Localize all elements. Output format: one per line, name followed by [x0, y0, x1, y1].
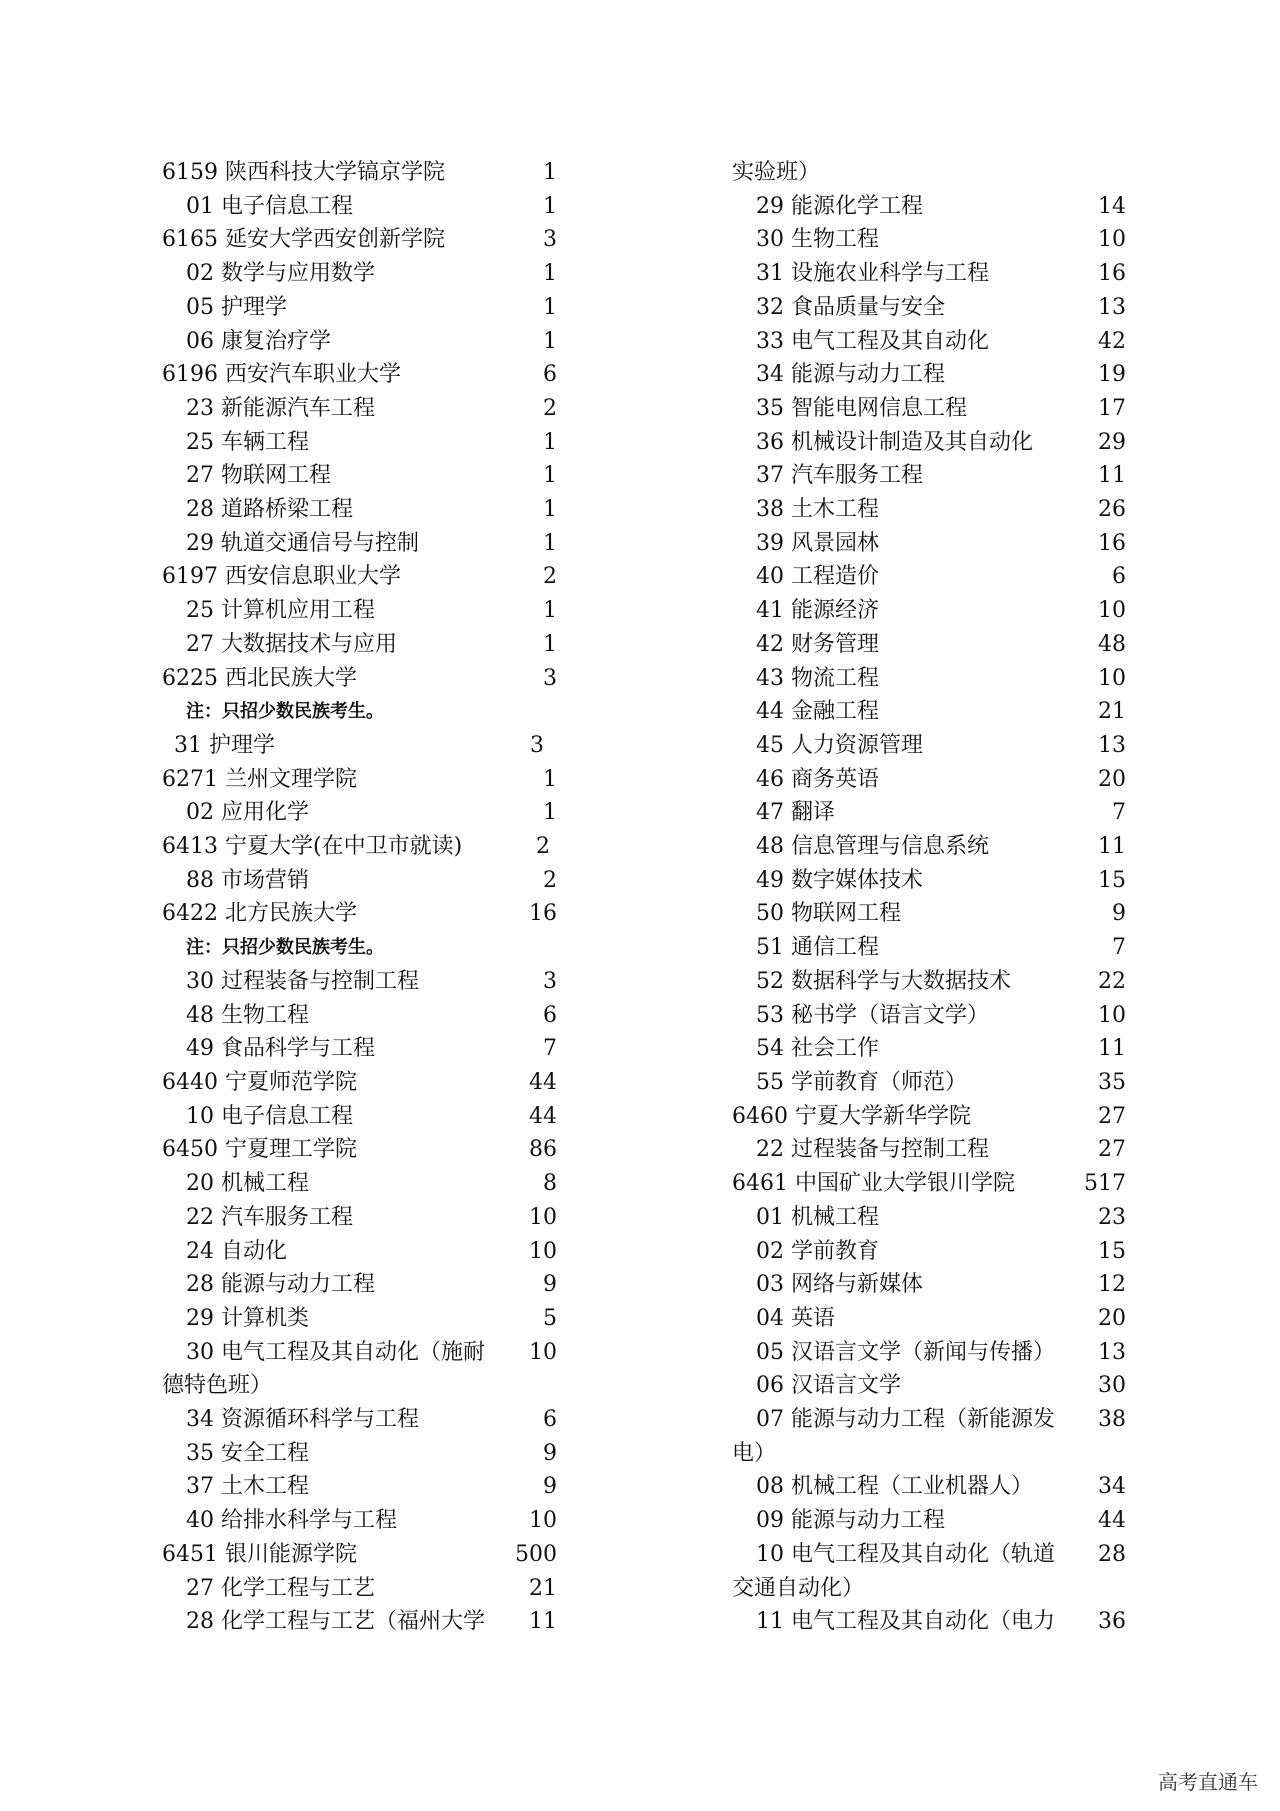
- major-row: [162, 864, 557, 898]
- item-name: 6460 宁夏大学新华学院: [732, 1103, 971, 1129]
- major-row: [162, 392, 557, 426]
- item-count: 1: [543, 631, 557, 657]
- item-count: 11: [1098, 1036, 1126, 1062]
- major-row: [732, 358, 1126, 392]
- item-name: 52 数据科学与大数据技术: [756, 968, 1011, 994]
- item-count: 30: [1098, 1373, 1126, 1399]
- item-name: 22 汽车服务工程: [186, 1204, 353, 1230]
- item-name-continued: 德特色班）: [162, 1373, 273, 1399]
- major-row: [732, 1538, 1126, 1572]
- item-count: 35: [1098, 1069, 1126, 1095]
- item-count: 6: [543, 1002, 557, 1028]
- item-name: 35 安全工程: [186, 1440, 309, 1466]
- item-name: 11 电气工程及其自动化（电力: [756, 1609, 1055, 1635]
- item-name: 03 网络与新媒体: [756, 1272, 923, 1298]
- item-count: 6: [543, 362, 557, 388]
- item-name: 09 能源与动力工程: [756, 1508, 945, 1534]
- school-row: [162, 662, 557, 696]
- item-count: 10: [529, 1339, 557, 1365]
- item-name: 注：只招少数民族考生。: [186, 937, 384, 959]
- item-name: 07 能源与动力工程（新能源发: [756, 1407, 1055, 1433]
- major-row: [732, 1235, 1126, 1269]
- item-name-continued: 交通自动化）: [732, 1575, 865, 1601]
- item-name: 6271 兰州文理学院: [162, 766, 357, 792]
- item-count: 17: [1098, 395, 1126, 421]
- major-row: [162, 1572, 557, 1606]
- item-count: 9: [1112, 901, 1126, 927]
- major-row: [162, 796, 557, 830]
- note-row: [162, 695, 557, 729]
- item-name: 88 市场营销: [186, 867, 309, 893]
- item-count: 9: [543, 1272, 557, 1298]
- major-row: [162, 965, 557, 999]
- major-row: [162, 999, 557, 1033]
- item-name: 35 智能电网信息工程: [756, 395, 967, 421]
- major-row: [162, 257, 557, 291]
- major-row: [162, 1268, 557, 1302]
- item-count: 2: [543, 867, 557, 893]
- major-row: [732, 1504, 1126, 1538]
- major-row: [162, 1167, 557, 1201]
- left-column: [162, 156, 557, 1639]
- item-name: 54 社会工作: [756, 1036, 879, 1062]
- item-count: 7: [543, 1036, 557, 1062]
- item-count: 3: [543, 968, 557, 994]
- item-name: 48 信息管理与信息系统: [756, 834, 989, 860]
- item-name: 6451 银川能源学院: [162, 1541, 357, 1567]
- major-row: [732, 594, 1126, 628]
- item-count: 500: [515, 1541, 557, 1567]
- school-row: [162, 1133, 557, 1167]
- item-count: 1: [543, 766, 557, 792]
- item-name: 31 设施农业科学与工程: [756, 261, 989, 287]
- item-count: 2: [543, 395, 557, 421]
- major-row: [732, 257, 1126, 291]
- major-row: [162, 527, 557, 561]
- item-count: 1: [543, 294, 557, 320]
- school-row: [162, 156, 557, 190]
- item-count: 5: [543, 1305, 557, 1331]
- item-count: 27: [1098, 1137, 1126, 1163]
- major-row: [732, 392, 1126, 426]
- item-name: 34 资源循环科学与工程: [186, 1407, 419, 1433]
- item-count: 9: [543, 1440, 557, 1466]
- item-count: 1: [543, 429, 557, 455]
- item-count: 8: [543, 1171, 557, 1197]
- major-row: [732, 1336, 1126, 1370]
- school-row: [162, 1066, 557, 1100]
- major-row: [162, 1235, 557, 1269]
- item-name: 40 工程造价: [756, 564, 879, 590]
- item-count: 3: [543, 227, 557, 253]
- item-name: 24 自动化: [186, 1238, 287, 1264]
- item-name-continued: 电）: [732, 1440, 777, 1466]
- item-count: 48: [1098, 631, 1126, 657]
- item-name: 实验班）: [732, 160, 821, 185]
- major-row: [732, 897, 1126, 931]
- major-row: [732, 1403, 1126, 1437]
- note-row: [162, 931, 557, 965]
- item-name: 注：只招少数民族考生。: [186, 701, 384, 723]
- school-row: [162, 1538, 557, 1572]
- item-name: 6450 宁夏理工学院: [162, 1137, 357, 1163]
- item-name: 30 过程装备与控制工程: [186, 968, 419, 994]
- major-row: [162, 1605, 557, 1639]
- item-count: 3: [530, 732, 544, 758]
- item-name: 40 给排水科学与工程: [186, 1508, 397, 1534]
- school-row: [732, 1167, 1126, 1201]
- item-count: 44: [1098, 1508, 1126, 1534]
- school-row: [162, 830, 557, 864]
- major-row: [162, 594, 557, 628]
- item-count: 10: [529, 1204, 557, 1230]
- major-row: [162, 1403, 557, 1437]
- item-name: 25 车辆工程: [186, 429, 309, 455]
- item-name: 29 能源化学工程: [756, 193, 923, 219]
- item-name: 42 财务管理: [756, 631, 879, 657]
- item-name: 46 商务英语: [756, 766, 879, 792]
- item-count: 2: [543, 564, 557, 590]
- item-name: 06 汉语言文学: [756, 1373, 901, 1399]
- item-name: 38 土木工程: [756, 497, 879, 523]
- item-count: 11: [529, 1609, 557, 1635]
- major-row: [732, 459, 1126, 493]
- item-name: 22 过程装备与控制工程: [756, 1137, 989, 1163]
- item-count: 13: [1098, 1339, 1126, 1365]
- item-count: 20: [1098, 1305, 1126, 1331]
- item-count: 1: [543, 530, 557, 556]
- item-name: 29 计算机类: [186, 1305, 309, 1331]
- item-count: 22: [1098, 968, 1126, 994]
- major-row: [162, 1504, 557, 1538]
- major-row: [162, 1100, 557, 1134]
- item-name: 37 土木工程: [186, 1474, 309, 1500]
- major-row: [732, 527, 1126, 561]
- item-count: 10: [1098, 665, 1126, 691]
- item-name: 55 学前教育（师范）: [756, 1069, 967, 1095]
- item-count: 42: [1098, 328, 1126, 354]
- item-name: 45 人力资源管理: [756, 732, 923, 758]
- item-count: 14: [1098, 193, 1126, 219]
- item-count: 23: [1098, 1204, 1126, 1230]
- item-name: 6197 西安信息职业大学: [162, 564, 401, 590]
- item-name: 28 能源与动力工程: [186, 1272, 375, 1298]
- item-count: 1: [543, 497, 557, 523]
- major-row: [162, 1437, 557, 1471]
- major-row: [732, 763, 1126, 797]
- major-row: [732, 560, 1126, 594]
- item-name: 08 机械工程（工业机器人）: [756, 1474, 1033, 1500]
- item-count: 20: [1098, 766, 1126, 792]
- item-count: 38: [1098, 1407, 1126, 1433]
- item-name: 6159 陕西科技大学镐京学院: [162, 160, 445, 185]
- major-row: [732, 662, 1126, 696]
- item-count: 9: [543, 1474, 557, 1500]
- item-name: 50 物联网工程: [756, 901, 901, 927]
- school-row: [162, 358, 557, 392]
- item-count: 6: [543, 1407, 557, 1433]
- school-row: [162, 223, 557, 257]
- item-name: 6461 中国矿业大学银川学院: [732, 1171, 1015, 1197]
- major-row: [162, 426, 557, 460]
- item-count: 7: [1112, 935, 1126, 961]
- item-name: 51 通信工程: [756, 935, 879, 961]
- item-count: 16: [529, 901, 557, 927]
- major-row: [732, 1369, 1126, 1403]
- item-name: 27 大数据技术与应用: [186, 631, 397, 657]
- item-count: 11: [1098, 463, 1126, 489]
- item-count: 1: [543, 328, 557, 354]
- major-row: [732, 999, 1126, 1033]
- item-name: 6165 延安大学西安创新学院: [162, 227, 445, 253]
- item-name: 05 汉语言文学（新闻与传播）: [756, 1339, 1055, 1365]
- school-row: [162, 897, 557, 931]
- item-count: 36: [1098, 1609, 1126, 1635]
- item-name: 29 轨道交通信号与控制: [186, 530, 419, 556]
- item-name: 44 金融工程: [756, 699, 879, 725]
- item-count: 10: [529, 1508, 557, 1534]
- major-row: [732, 426, 1126, 460]
- item-count: 7: [1112, 800, 1126, 826]
- major-row: [732, 830, 1126, 864]
- item-name: 23 新能源汽车工程: [186, 395, 375, 421]
- major-row: [162, 628, 557, 662]
- item-name: 25 计算机应用工程: [186, 598, 375, 624]
- continuation-row: [162, 1369, 557, 1403]
- major-row: [732, 1302, 1126, 1336]
- item-count: 44: [529, 1069, 557, 1095]
- item-name: 6413 宁夏大学(在中卫市就读): [162, 834, 463, 860]
- item-name: 30 电气工程及其自动化（施耐: [186, 1339, 485, 1365]
- item-name: 31 护理学: [174, 732, 275, 758]
- major-row: [162, 459, 557, 493]
- major-row: [162, 493, 557, 527]
- item-count: 26: [1098, 497, 1126, 523]
- major-row: [732, 223, 1126, 257]
- item-count: 19: [1098, 362, 1126, 388]
- major-row: [732, 1032, 1126, 1066]
- item-count: 12: [1098, 1272, 1126, 1298]
- major-row: [732, 1268, 1126, 1302]
- item-name: 05 护理学: [186, 294, 287, 320]
- school-row: [162, 763, 557, 797]
- major-row: [732, 1133, 1126, 1167]
- item-name: 01 电子信息工程: [186, 193, 353, 219]
- item-count: 21: [1098, 699, 1126, 725]
- item-name: 20 机械工程: [186, 1171, 309, 1197]
- item-count: 15: [1098, 867, 1126, 893]
- major-row: [162, 325, 557, 359]
- item-name: 27 物联网工程: [186, 463, 331, 489]
- item-count: 2: [536, 834, 550, 860]
- major-row: [162, 1032, 557, 1066]
- item-count: 86: [529, 1137, 557, 1163]
- major-row: [732, 291, 1126, 325]
- major-row: [732, 1605, 1126, 1639]
- item-name: 34 能源与动力工程: [756, 362, 945, 388]
- major-row: [732, 1066, 1126, 1100]
- item-name: 6422 北方民族大学: [162, 901, 357, 927]
- item-name: 41 能源经济: [756, 598, 879, 624]
- item-name: 30 生物工程: [756, 227, 879, 253]
- item-count: 1: [543, 193, 557, 219]
- item-name: 02 数学与应用数学: [186, 261, 375, 287]
- item-name: 37 汽车服务工程: [756, 463, 923, 489]
- major-row: [162, 190, 557, 224]
- item-count: 27: [1098, 1103, 1126, 1129]
- item-name: 10 电子信息工程: [186, 1103, 353, 1129]
- item-count: 29: [1098, 429, 1126, 455]
- major-row: [732, 190, 1126, 224]
- item-name: 02 应用化学: [186, 800, 309, 826]
- item-count: 10: [529, 1238, 557, 1264]
- item-count: 13: [1098, 732, 1126, 758]
- item-name: 36 机械设计制造及其自动化: [756, 429, 1033, 455]
- item-name: 49 数字媒体技术: [756, 867, 923, 893]
- major-row: [162, 729, 557, 763]
- continuation-row: [732, 156, 1126, 190]
- item-count: 1: [543, 598, 557, 624]
- item-name: 28 化学工程与工艺（福州大学: [186, 1609, 485, 1635]
- item-count: 1: [543, 463, 557, 489]
- item-name: 32 食品质量与安全: [756, 294, 945, 320]
- item-name: 47 翻译: [756, 800, 835, 826]
- item-name: 02 学前教育: [756, 1238, 879, 1264]
- item-count: 1: [543, 160, 557, 185]
- major-row: [732, 1470, 1126, 1504]
- school-row: [732, 1100, 1126, 1134]
- continuation-row: [732, 1437, 1126, 1471]
- item-count: 517: [1084, 1171, 1126, 1197]
- item-count: 11: [1098, 834, 1126, 860]
- major-row: [732, 796, 1126, 830]
- item-count: 44: [529, 1103, 557, 1129]
- item-count: 10: [1098, 1002, 1126, 1028]
- item-name: 06 康复治疗学: [186, 328, 331, 354]
- item-count: 28: [1098, 1541, 1126, 1567]
- item-count: 10: [1098, 227, 1126, 253]
- item-name: 43 物流工程: [756, 665, 879, 691]
- major-row: [732, 628, 1126, 662]
- item-count: 10: [1098, 598, 1126, 624]
- item-name: 10 电气工程及其自动化（轨道: [756, 1541, 1055, 1567]
- item-name: 6225 西北民族大学: [162, 665, 357, 691]
- item-name: 6196 西安汽车职业大学: [162, 362, 401, 388]
- continuation-row: [732, 1572, 1126, 1606]
- item-name: 39 风景园林: [756, 530, 879, 556]
- watermark: 高考直通车: [1158, 1770, 1258, 1794]
- item-count: 1: [543, 800, 557, 826]
- item-count: 16: [1098, 261, 1126, 287]
- item-count: 1: [543, 261, 557, 287]
- item-name: 33 电气工程及其自动化: [756, 328, 989, 354]
- item-count: 15: [1098, 1238, 1126, 1264]
- major-row: [162, 1302, 557, 1336]
- item-count: 21: [529, 1575, 557, 1601]
- major-row: [732, 931, 1126, 965]
- major-row: [162, 1201, 557, 1235]
- item-name: 27 化学工程与工艺: [186, 1575, 375, 1601]
- item-count: 13: [1098, 294, 1126, 320]
- major-row: [732, 493, 1126, 527]
- item-name: 48 生物工程: [186, 1002, 309, 1028]
- item-count: 16: [1098, 530, 1126, 556]
- item-count: 3: [543, 665, 557, 691]
- item-name: 49 食品科学与工程: [186, 1036, 375, 1062]
- item-name: 01 机械工程: [756, 1204, 879, 1230]
- major-row: [732, 864, 1126, 898]
- item-name: 6440 宁夏师范学院: [162, 1069, 357, 1095]
- major-row: [732, 1201, 1126, 1235]
- item-name: 04 英语: [756, 1305, 835, 1331]
- item-count: 34: [1098, 1474, 1126, 1500]
- right-column: [732, 156, 1126, 1639]
- major-row: [732, 695, 1126, 729]
- school-row: [162, 560, 557, 594]
- major-row: [732, 325, 1126, 359]
- major-row: [162, 1336, 557, 1370]
- item-count: 6: [1112, 564, 1126, 590]
- major-row: [162, 1470, 557, 1504]
- item-name: 28 道路桥梁工程: [186, 497, 353, 523]
- major-row: [732, 729, 1126, 763]
- item-name: 53 秘书学（语言文学）: [756, 1002, 989, 1028]
- major-row: [162, 291, 557, 325]
- major-row: [732, 965, 1126, 999]
